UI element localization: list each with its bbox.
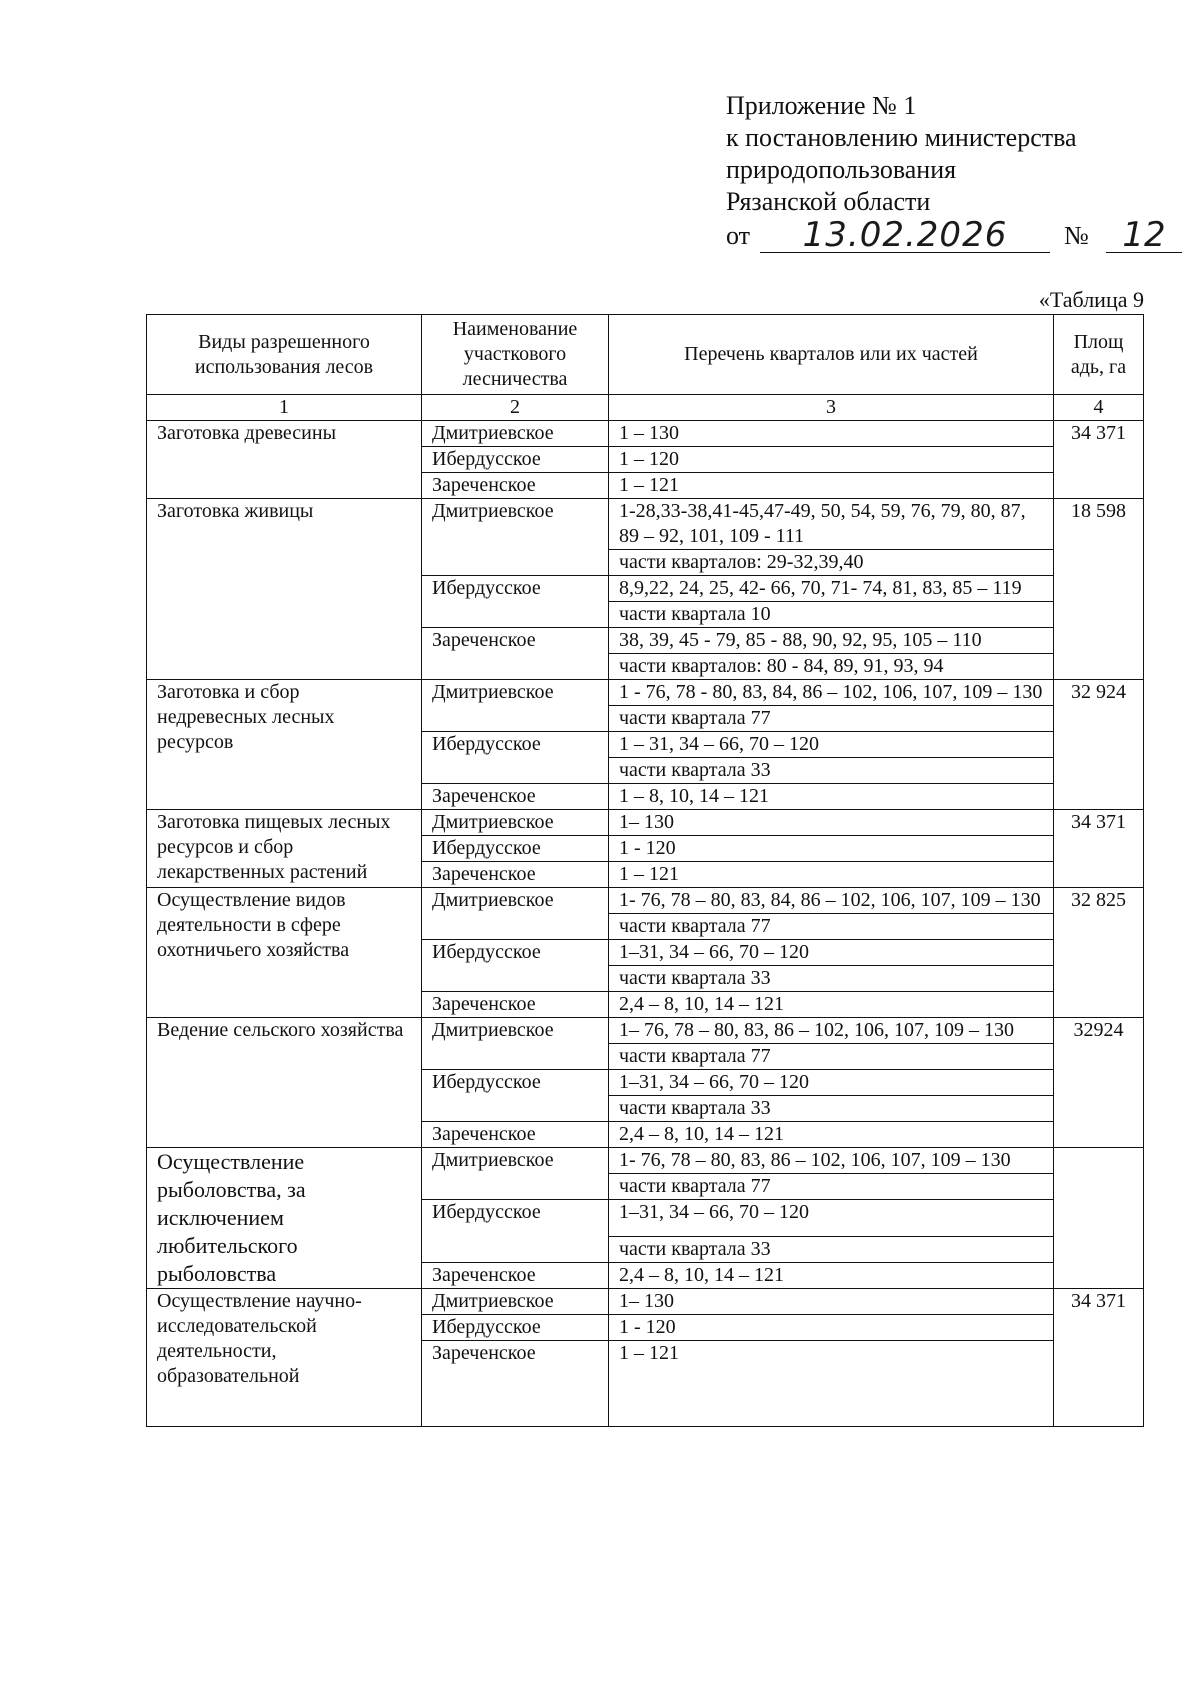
quarters-cell: 1 - 120 xyxy=(609,1315,1054,1341)
forest-use-table xyxy=(146,314,1144,1427)
table-row xyxy=(147,680,1144,706)
forestry-cell: Ибердусское xyxy=(422,836,609,862)
forestry-cell: Зареченское xyxy=(422,1122,609,1148)
forestry-cell: Зареченское xyxy=(422,473,609,499)
forestry-cell: Ибердусское xyxy=(422,732,609,784)
quarters-cell: части квартала 33 xyxy=(609,1096,1054,1122)
column-number: 1 xyxy=(147,395,422,421)
use-type-cell: Осуществление видов деятельности в сфере охотничьего хозяйства xyxy=(147,888,422,1018)
area-cell: 32 924 xyxy=(1054,680,1144,810)
forestry-cell: Ибердусское xyxy=(422,1070,609,1122)
forestry-cell: Зареченское xyxy=(422,784,609,810)
quarters-cell: 1– 76, 78 – 80, 83, 86 – 102, 106, 107, 109 – 130 xyxy=(609,1018,1054,1044)
forestry-cell: Дмитриевское xyxy=(422,810,609,836)
handwritten-date: 13.02.2026 xyxy=(760,218,1050,253)
use-type-cell: Осуществление рыболовства, за исключением любительского рыболовства xyxy=(147,1148,422,1289)
quarters-cell: части квартала 33 xyxy=(609,966,1054,992)
quarters-cell: 1-28,33-38,41-45,47-49, 50, 54, 59, 76, 79, 80, 87, 89 – 92, 101, 109 - 111 xyxy=(609,499,1054,550)
quarters-cell: части кварталов: 80 - 84, 89, 91, 93, 94 xyxy=(609,654,1054,680)
area-cell xyxy=(1054,1148,1144,1289)
forestry-cell: Зареченское xyxy=(422,628,609,680)
table-row xyxy=(147,810,1144,836)
forestry-cell: Дмитриевское xyxy=(422,888,609,940)
forestry-cell: Ибердусское xyxy=(422,447,609,473)
quarters-cell: 1–31, 34 – 66, 70 – 120 xyxy=(609,1200,1054,1237)
appendix-line-region: Рязанской области xyxy=(726,187,931,216)
appendix-block xyxy=(726,90,1166,258)
quarters-cell: части квартала 10 xyxy=(609,602,1054,628)
appendix-line-ministry: природопользования xyxy=(726,155,957,184)
use-type-cell: Осуществление научно-исследовательской деятельности, образовательной xyxy=(147,1289,422,1427)
quarters-cell: части квартала 77 xyxy=(609,1044,1054,1070)
quarters-cell: 1 – 121 xyxy=(609,1341,1054,1427)
quarters-cell: части квартала 77 xyxy=(609,706,1054,732)
column-number-row xyxy=(147,395,1144,421)
table-row xyxy=(147,1018,1144,1044)
table-row xyxy=(147,888,1144,914)
quarters-cell: части квартала 77 xyxy=(609,914,1054,940)
table-row xyxy=(147,499,1144,550)
quarters-cell: 1- 76, 78 – 80, 83, 86 – 102, 106, 107, 109 – 130 xyxy=(609,1148,1054,1174)
handwritten-number: 12 xyxy=(1106,218,1182,253)
forestry-cell: Дмитриевское xyxy=(422,1148,609,1200)
quarters-cell: части квартала 77 xyxy=(609,1174,1054,1200)
area-cell: 18 598 xyxy=(1054,499,1144,680)
forestry-cell: Ибердусское xyxy=(422,1200,609,1263)
quarters-cell: 1 - 120 xyxy=(609,836,1054,862)
header-row xyxy=(147,315,1144,395)
use-type-cell: Заготовка живицы xyxy=(147,499,422,680)
quarters-cell: части кварталов: 29-32,39,40 xyxy=(609,550,1054,576)
forestry-cell: Зареченское xyxy=(422,1263,609,1289)
quarters-cell: 8,9,22, 24, 25, 42- 66, 70, 71- 74, 81, 83, 85 – 119 xyxy=(609,576,1054,602)
forestry-cell: Зареченское xyxy=(422,992,609,1018)
header-quarters: Перечень кварталов или их частей xyxy=(609,315,1054,395)
quarters-cell: 38, 39, 45 - 79, 85 - 88, 90, 92, 95, 105 – 110 xyxy=(609,628,1054,654)
forestry-cell: Дмитриевское xyxy=(422,1018,609,1070)
table-row xyxy=(147,1148,1144,1174)
area-cell: 34 371 xyxy=(1054,1289,1144,1427)
quarters-cell: 2,4 – 8, 10, 14 – 121 xyxy=(609,992,1054,1018)
number-label: № xyxy=(1064,221,1089,250)
use-type-cell: Заготовка пищевых лесных ресурсов и сбор лекарственных растений xyxy=(147,810,422,888)
from-label: от xyxy=(726,221,751,250)
column-number: 3 xyxy=(609,395,1054,421)
column-number: 2 xyxy=(422,395,609,421)
header-forestry: Наименование участкового лесничества xyxy=(422,315,609,395)
forestry-cell: Дмитриевское xyxy=(422,680,609,732)
quarters-cell: 1– 130 xyxy=(609,1289,1054,1315)
forestry-cell: Дмитриевское xyxy=(422,499,609,576)
forestry-cell: Зареченское xyxy=(422,1341,609,1427)
table-row xyxy=(147,1289,1144,1315)
area-cell: 32924 xyxy=(1054,1018,1144,1148)
appendix-line-resolution: к постановлению министерства xyxy=(726,123,1077,152)
quarters-cell: 1- 76, 78 – 80, 83, 84, 86 – 102, 106, 107, 109 – 130 xyxy=(609,888,1054,914)
forestry-cell: Дмитриевское xyxy=(422,421,609,447)
quarters-cell: части квартала 33 xyxy=(609,1237,1054,1263)
forestry-cell: Дмитриевское xyxy=(422,1289,609,1315)
quarters-cell: 1–31, 34 – 66, 70 – 120 xyxy=(609,940,1054,966)
use-type-cell: Ведение сельского хозяйства xyxy=(147,1018,422,1148)
quarters-cell: 1 – 121 xyxy=(609,862,1054,888)
forestry-cell: Ибердусское xyxy=(422,1315,609,1341)
area-cell: 34 371 xyxy=(1054,421,1144,499)
quarters-cell: 2,4 – 8, 10, 14 – 121 xyxy=(609,1263,1054,1289)
quarters-cell: 1 – 8, 10, 14 – 121 xyxy=(609,784,1054,810)
table-caption: «Таблица 9 xyxy=(1038,287,1144,312)
forestry-cell: Зареченское xyxy=(422,862,609,888)
quarters-cell: части квартала 33 xyxy=(609,758,1054,784)
area-cell: 34 371 xyxy=(1054,810,1144,888)
quarters-cell: 1– 130 xyxy=(609,810,1054,836)
quarters-cell: 1 – 121 xyxy=(609,473,1054,499)
appendix-title: Приложение № 1 xyxy=(726,91,917,120)
forestry-cell: Ибердусское xyxy=(422,940,609,992)
area-cell: 32 825 xyxy=(1054,888,1144,1018)
column-number: 4 xyxy=(1054,395,1144,421)
date-number-line xyxy=(726,215,1166,258)
quarters-cell: 2,4 – 8, 10, 14 – 121 xyxy=(609,1122,1054,1148)
quarters-cell: 1 – 31, 34 – 66, 70 – 120 xyxy=(609,732,1054,758)
quarters-cell: 1 – 120 xyxy=(609,447,1054,473)
quarters-cell: 1 – 130 xyxy=(609,421,1054,447)
forestry-cell: Ибердусское xyxy=(422,576,609,628)
quarters-cell: 1–31, 34 – 66, 70 – 120 xyxy=(609,1070,1054,1096)
header-area: Площ адь, га xyxy=(1054,315,1144,395)
table-row xyxy=(147,421,1144,447)
header-use-type: Виды разрешенного использования лесов xyxy=(147,315,422,395)
use-type-cell: Заготовка древесины xyxy=(147,421,422,499)
use-type-cell: Заготовка и сбор недревесных лесных ресурсов xyxy=(147,680,422,810)
quarters-cell: 1 - 76, 78 - 80, 83, 84, 86 – 102, 106, 107, 109 – 130 xyxy=(609,680,1054,706)
